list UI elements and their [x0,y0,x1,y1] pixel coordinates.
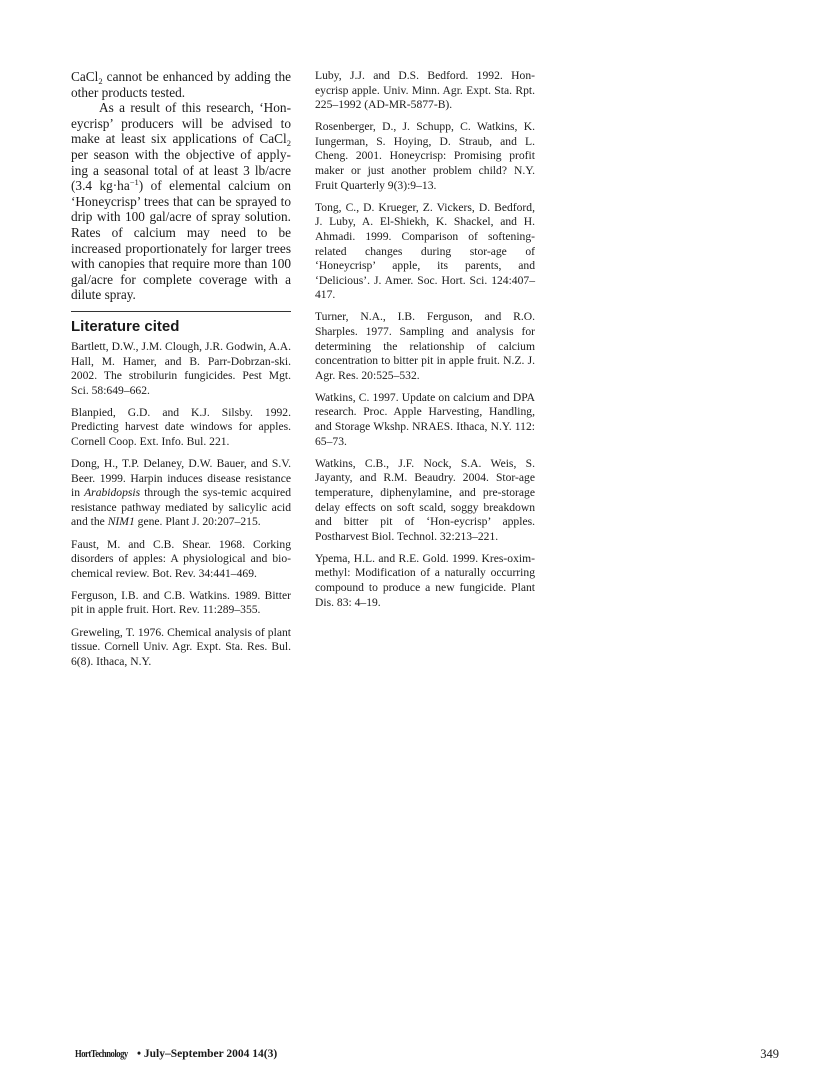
text-span: through the sys-temic acquired resistance pathway mediated by salicylic acid and the [71,486,291,529]
reference-item: Tong, C., D. Krueger, Z. Vickers, D. Bedford, J. Luby, A. El-Shiekh, K. Shackel, and H. Ahmadi. 1999. Comparison of softening-related changes during stor-age of ‘Honeycrisp’ apple, its parents, and ‘Delicious’. J. Amer. Soc. Hort. Sci. 124:407–417. [315,200,535,302]
text-span: per season with the objective of apply-ing a seasonal total of at least 3 lb/acre (3.4 kg·ha [71,146,291,194]
text-span: gene. Plant J. 20:207–215. [134,515,261,529]
body-paragraph-1 [71,69,291,100]
italic-text: NIM1 [107,515,135,529]
reference-item: Rosenberger, D., J. Schupp, C. Watkins, K. Iungerman, S. Hoying, D. Straub, and L. Cheng. 2001. Honeycrisp: Promising profit maker or just another problem child? N.Y. Fruit Quarterly 9(3):9–13. [315,120,535,192]
reference-item: Greweling, T. 1976. Chemical analysis of plant tissue. Cornell Univ. Agr. Expt. Sta. Res. Bul. 6(8). Ithaca, N.Y. [71,625,291,668]
text-span: As a result of this research, ‘Hon-eycrisp’ producers will be advised to make at least six applications of CaCl [71,100,291,147]
reference-list-right [315,69,535,610]
body-paragraph-2 [71,100,291,303]
right-column [315,69,535,618]
reference-item: Bartlett, D.W., J.M. Clough, J.R. Godwin, A.A. Hall, M. Hamer, and B. Parr-Dobrzan-ski. 2002. The strobilurin fungicides. Pest Mgt. Sci. 58:649–662. [71,339,291,397]
reference-item: Faust, M. and C.B. Shear. 1968. Corking disorders of apples: A physiological and bio-chemical review. Bot. Rev. 34:441–469. [71,537,291,580]
reference-item: Watkins, C. 1997. Update on calcium and DPA research. Proc. Apple Harvesting, Handling, and Storage Wkshp. NRAES. Ithaca, N.Y. 112: 65–73. [315,390,535,448]
journal-logo: HortTechnology [75,1048,128,1060]
section-divider [71,311,291,312]
text-span: Dong, H., T.P. Delaney, D.W. Bauer, and S.V. Beer. 1999. Harpin induces disease resistance in [71,457,291,500]
italic-text: Arabidopsis [84,486,141,500]
reference-list-left [71,340,291,669]
page-footer [75,1048,277,1060]
left-column [71,69,291,677]
reference-item: Luby, J.J. and D.S. Bedford. 1992. Hon-eycrisp apple. Univ. Minn. Agr. Expt. Sta. Rpt. 225–1992 (AD-MR-5877-B). [315,69,535,112]
text-span: cannot be enhanced by adding the other products tested. [71,69,291,100]
subscript: 2 [286,138,291,149]
reference-item: Watkins, C.B., J.F. Nock, S.A. Weis, S. Jayanty, and R.M. Beaudry. 2004. Stor-age temperature, diphenylamine, and pre-storage delay effects on soft scald, soggy breakdown and bitter pit of ‘Hon-eycrisp’ apples. Postharvest Biol. Technol. 32:213–221. [315,456,535,543]
literature-cited-heading: Literature cited [71,317,180,335]
reference-item [71,457,291,530]
text-span: ) of elemental calcium on ‘Honeycrisp’ trees that can be sprayed to drip with 100 gal/acre of spray solution. Rates of calcium may need to be increased proportionately for larger trees with canopies that require more than 100 gal/acre for complete coverage with a dilute spray. [71,178,291,303]
issue-info: • July–September 2004 14(3) [137,1048,278,1060]
text-span: CaCl [71,69,99,84]
reference-item: Ypema, H.L. and R.E. Gold. 1999. Kres-oxim-methyl: Modification of a naturally occurring compound to produce a new fungicide. Plant Dis. 83: 4–19. [315,551,535,609]
subscript: 2 [98,76,103,86]
superscript: −1 [129,177,139,188]
reference-item: Turner, N.A., I.B. Ferguson, and R.O. Sharples. 1977. Sampling and analysis for determining the relationship of calcium concentration to bitter pit in apple fruit. N.Z. J. Agr. Res. 20:525–532. [315,310,535,382]
reference-item: Blanpied, G.D. and K.J. Silsby. 1992. Predicting harvest date windows for apples. Cornell Coop. Ext. Info. Bul. 221. [71,405,291,448]
reference-item: Ferguson, I.B. and C.B. Watkins. 1989. Bitter pit in apple fruit. Hort. Rev. 11:289–355. [71,588,291,617]
page-number: 349 [760,1047,779,1061]
